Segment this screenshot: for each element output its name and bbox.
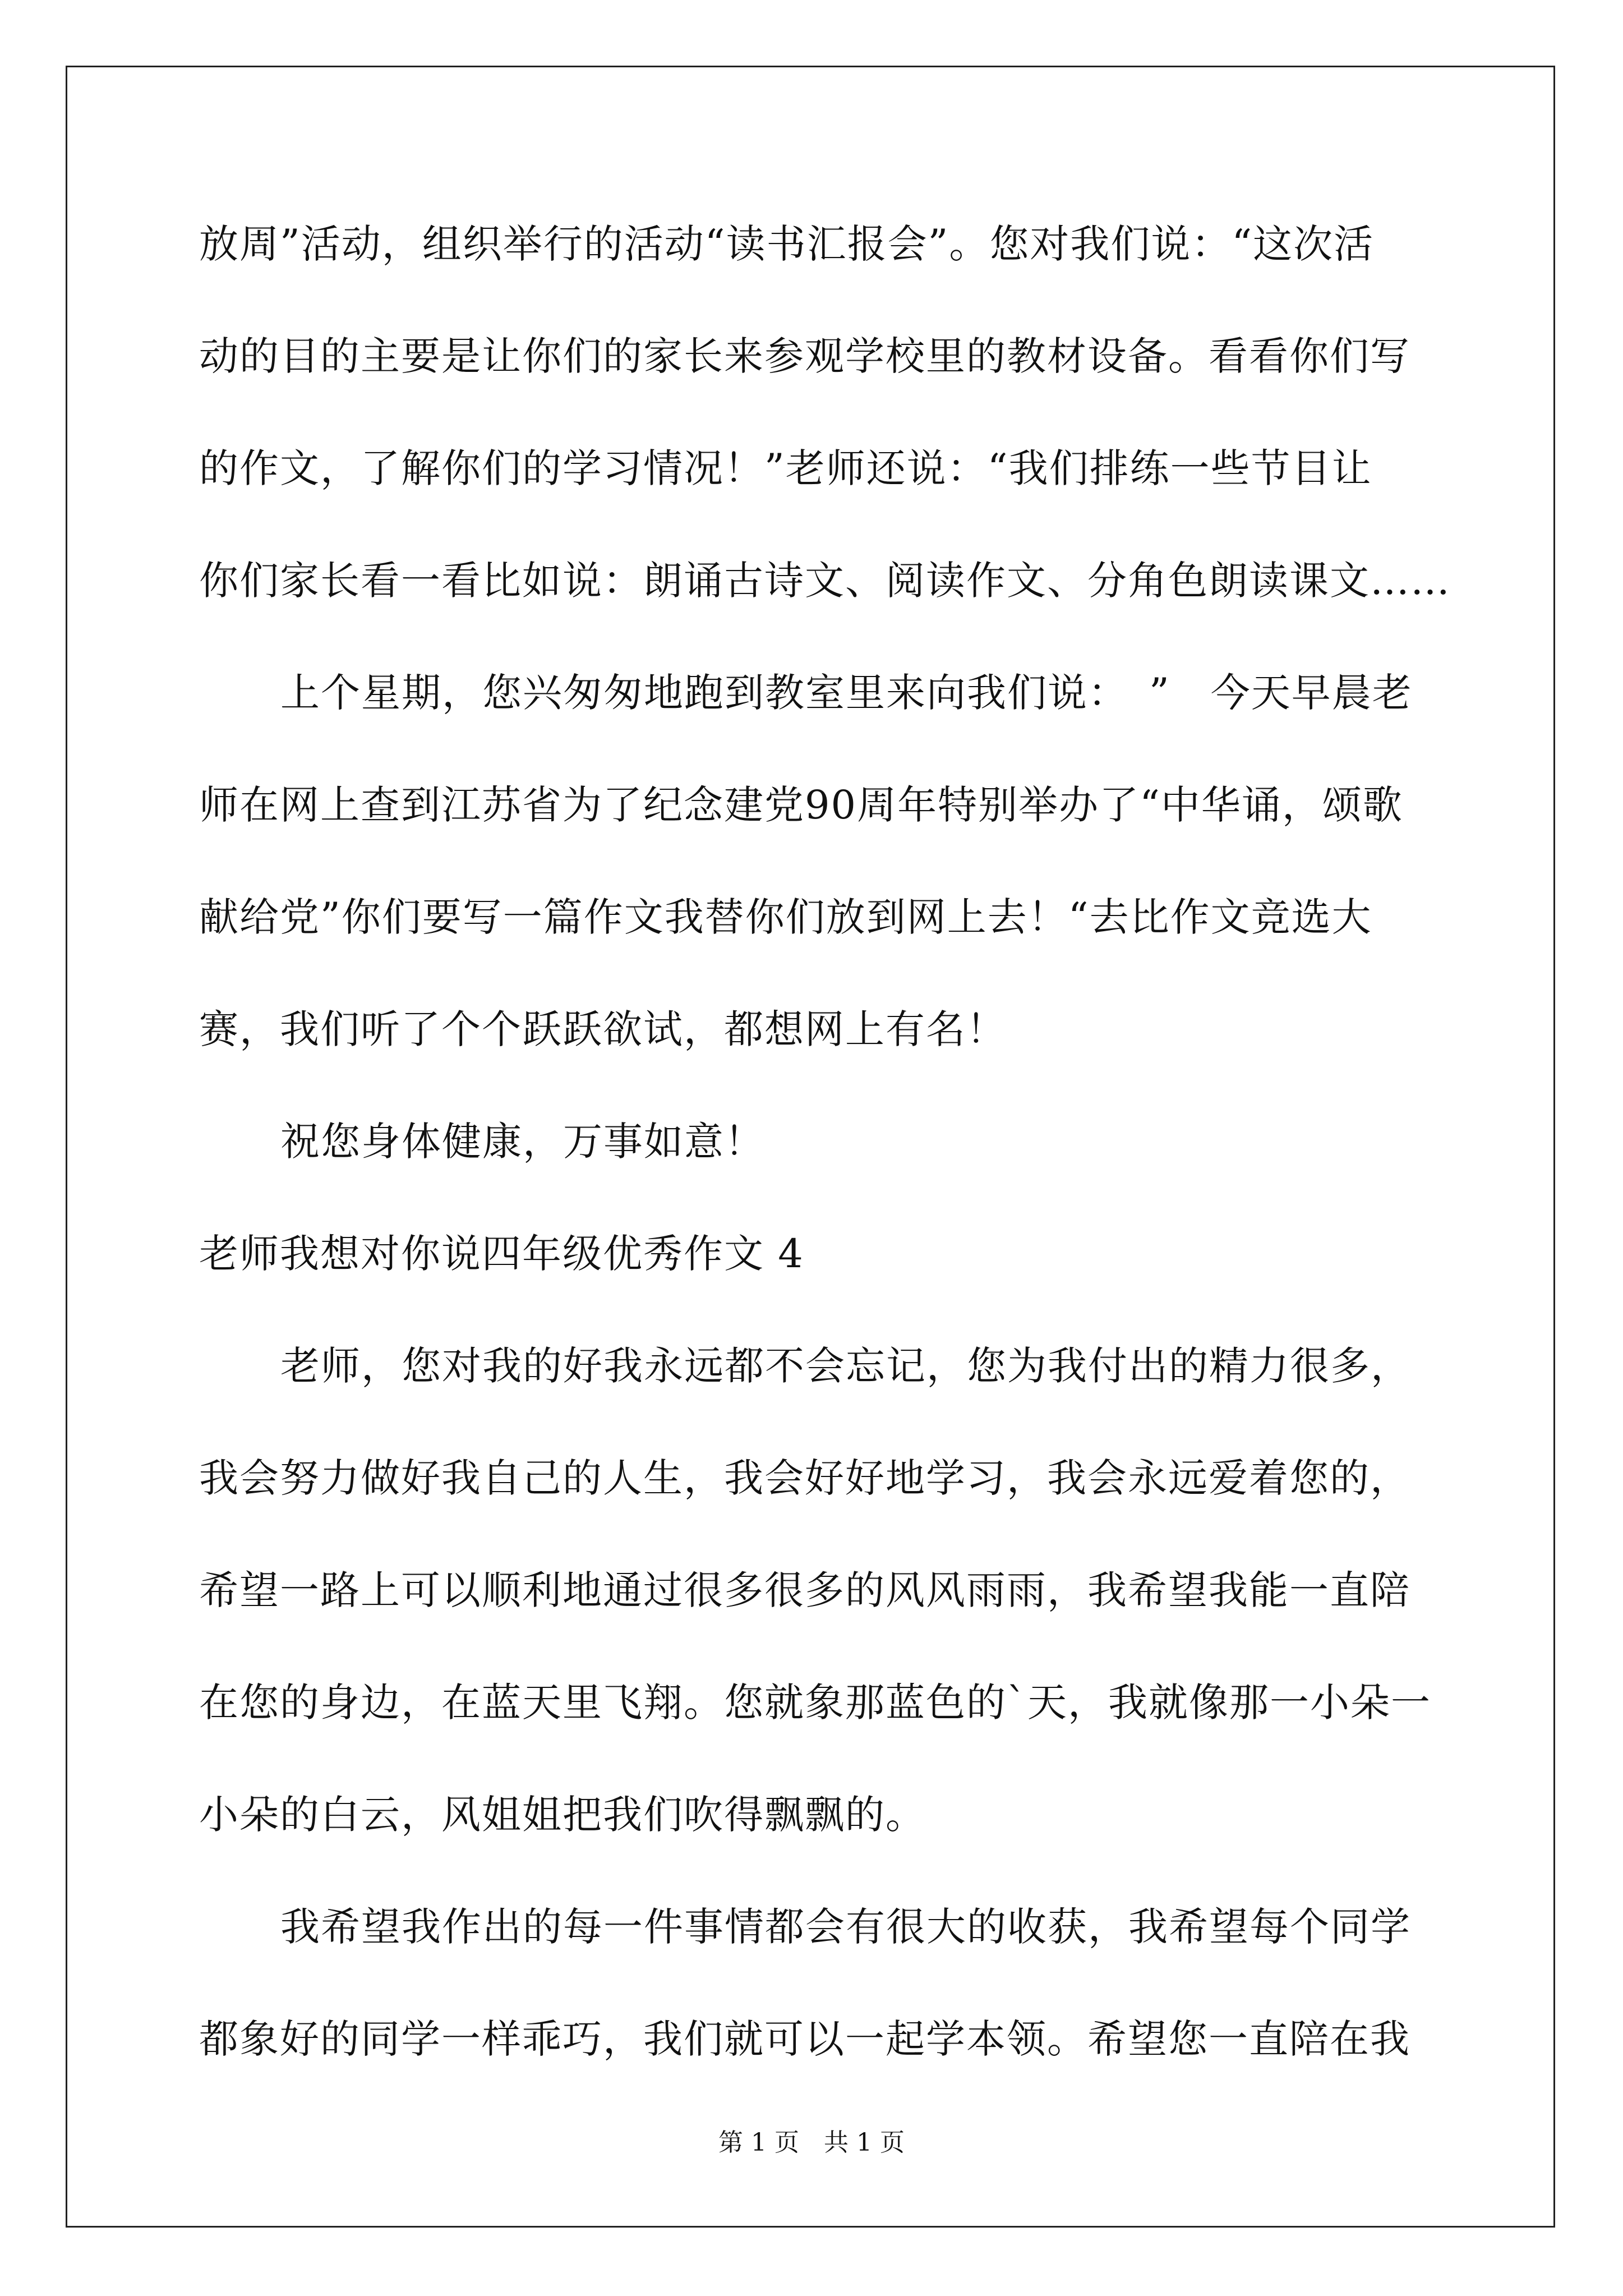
body-line: 师在网上查到江苏省为了纪念建党90周年特别举办了“中华诵，颂歌 — [199, 782, 1403, 828]
body-line: 小朵的白云，风姐姐把我们吹得飘飘的。 — [199, 1792, 926, 1838]
body-line: 我会努力做好我自己的人生，我会好好地学习，我会永远爱着您的， — [199, 1455, 1410, 1501]
body-line: 我希望我作出的每一件事情都会有很大的收获，我希望每个同学 — [280, 1904, 1411, 1950]
page-footer: 第 1 页 共 1 页 — [718, 2128, 905, 2157]
body-line: 动的目的主要是让你们的家长来参观学校里的教材设备。看看你们写 — [199, 333, 1410, 379]
body-line: 献给党”你们要写一篇作文我替你们放到网上去！“去比作文竞选大 — [199, 894, 1372, 940]
body-line: 祝您身体健康，万事如意！ — [280, 1119, 765, 1165]
body-line: 你们家长看一看比如说：朗诵古诗文、阅读作文、分角色朗读课文…… — [199, 558, 1451, 604]
body-line: 在您的身边，在蓝天里飞翔。您就象那蓝色的`天，我就像那一小朵一 — [199, 1680, 1431, 1726]
body-line: 希望一路上可以顺利地通过很多很多的风风雨雨，我希望我能一直陪 — [199, 1567, 1410, 1613]
body-line: 的作文，了解你们的学习情况！”老师还说：“我们排练一些节目让 — [199, 445, 1372, 491]
body-line: 老师，您对我的好我永远都不会忘记，您为我付出的精力很多， — [280, 1343, 1411, 1389]
body-line: 放周”活动，组织举行的活动“读书汇报会”。您对我们说：“这次活 — [199, 221, 1375, 267]
body-line: 上个星期，您兴匆匆地跑到教室里来向我们说： ” 今天早晨老 — [280, 670, 1413, 716]
section-heading: 老师我想对你说四年级优秀作文 4 — [199, 1231, 804, 1277]
body-line: 赛，我们听了个个跃跃欲试，都想网上有名！ — [199, 1006, 1007, 1052]
body-line: 都象好的同学一样乖巧，我们就可以一起学本领。希望您一直陪在我 — [199, 2016, 1410, 2062]
